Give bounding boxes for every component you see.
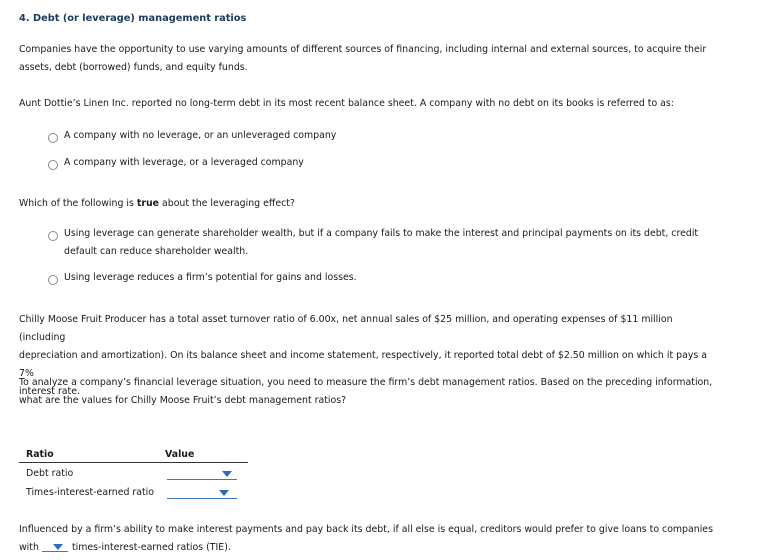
q1-prompt: Aunt Dottie’s Linen Inc. reported no long-term debt in its most recent balance sheet. A company with no debt on its books is referred to as:	[19, 98, 674, 109]
radio-button[interactable]	[48, 133, 58, 143]
table-row-label: Times-interest-earned ratio	[26, 487, 155, 498]
debt-ratio-select-underline	[167, 479, 237, 480]
case-line: depreciation and amortization). On its balance sheet and income statement, respectively, it reported total debt of $2.50 million on which it pays a 7%	[19, 350, 707, 379]
q2-option-reduces-potential[interactable]	[48, 273, 357, 287]
option-label: A company with no leverage, or an unleveraged company	[64, 130, 337, 141]
option-line: default can reduce shareholder wealth.	[64, 246, 249, 257]
table-row-label: Debt ratio	[26, 468, 74, 479]
final-line-2	[19, 539, 719, 557]
analyze-paragraph	[19, 374, 719, 410]
intro-line: Companies have the opportunity to use varying amounts of different sources of financing, including internal and external sources, to acquire their	[19, 44, 707, 55]
final-after-text: times-interest-earned ratios (TIE).	[72, 542, 231, 553]
chevron-down-icon[interactable]	[53, 544, 63, 550]
case-line: Chilly Moose Fruit Producer has a total asset turnover ratio of 6.00x, net annual sales of $25 million, and operating expenses of $11 million (including	[19, 314, 673, 343]
table-header-rule	[19, 462, 248, 463]
intro-line: assets, debt (borrowed) funds, and equity funds.	[19, 62, 248, 73]
tie-ratio-select-underline	[167, 498, 237, 499]
option-label: A company with leverage, or a leveraged company	[64, 157, 304, 168]
q1-option-unleveraged[interactable]	[48, 131, 336, 145]
case-line: interest rate.	[19, 386, 80, 397]
radio-button[interactable]	[48, 275, 58, 285]
option-line: Using leverage can generate shareholder wealth, but if a company fails to make the interest and principal payments on its debt, credit	[64, 228, 699, 239]
tie-preference-select-underline	[42, 551, 68, 552]
q2-option-generate-wealth[interactable]	[48, 229, 698, 261]
final-with-text: with	[19, 542, 39, 553]
radio-button[interactable]	[48, 160, 58, 170]
q2-prompt	[19, 195, 719, 213]
analyze-line: what are the values for Chilly Moose Fruit’s debt management ratios?	[19, 395, 347, 406]
table-header-ratio: Ratio	[26, 449, 54, 460]
section-title: 4. Debt (or leverage) management ratios	[19, 13, 247, 24]
final-paragraph	[19, 521, 719, 557]
q2-prompt-text: about the leveraging effect?	[159, 198, 295, 209]
radio-button[interactable]	[48, 231, 58, 241]
option-label	[64, 225, 698, 261]
q1-option-leveraged[interactable]	[48, 158, 304, 172]
table-header-value: Value	[165, 449, 195, 460]
final-line: Influenced by a firm’s ability to make interest payments and pay back its debt, if all else is equal, creditors would prefer to give loans to companies	[19, 524, 713, 535]
chevron-down-icon[interactable]	[222, 471, 232, 477]
q2-prompt-text: Which of the following is	[19, 198, 137, 209]
analyze-line: To analyze a company’s financial leverage situation, you need to measure the firm’s debt management ratios. Based on the preceding information,	[19, 377, 713, 388]
intro-paragraph	[19, 41, 719, 77]
option-label: Using leverage reduces a firm’s potential for gains and losses.	[64, 272, 357, 283]
chevron-down-icon[interactable]	[219, 490, 229, 496]
q2-prompt-emphasis: true	[136, 198, 160, 209]
